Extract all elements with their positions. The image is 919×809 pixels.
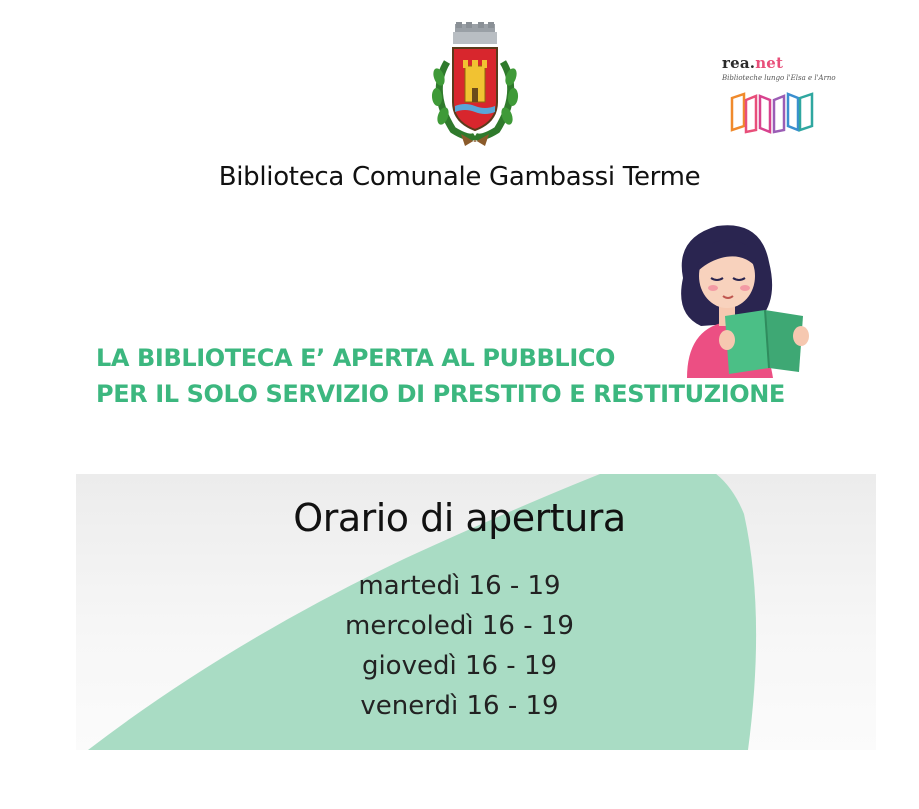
library-name: Biblioteca Comunale Gambassi Terme bbox=[218, 162, 701, 192]
announcement-line-2: PER IL SOLO SERVIZIO DI PRESTITO E RESTITUZIONE bbox=[96, 380, 785, 408]
gambassi-terme-crest-icon bbox=[425, 22, 525, 152]
reanet-tagline: Biblioteche lungo l'Elsa e l'Arno bbox=[722, 74, 836, 82]
books-icon bbox=[730, 90, 814, 134]
reanet-name: rea.net bbox=[722, 54, 784, 72]
hours-day-thursday: giovedì 16 - 19 bbox=[361, 651, 558, 681]
announcement bbox=[96, 340, 785, 412]
announcement-line-1: LA BIBLIOTECA E’ APERTA AL PUBBLICO bbox=[96, 344, 616, 372]
hours-day-friday: venerdì 16 - 19 bbox=[360, 691, 559, 721]
hours-list bbox=[0, 566, 919, 726]
reanet-logo bbox=[722, 54, 836, 140]
hours-day-tuesday: martedì 16 - 19 bbox=[358, 571, 561, 601]
hours-title: Orario di apertura bbox=[293, 496, 626, 540]
hours-day-wednesday: mercoledì 16 - 19 bbox=[345, 611, 574, 641]
